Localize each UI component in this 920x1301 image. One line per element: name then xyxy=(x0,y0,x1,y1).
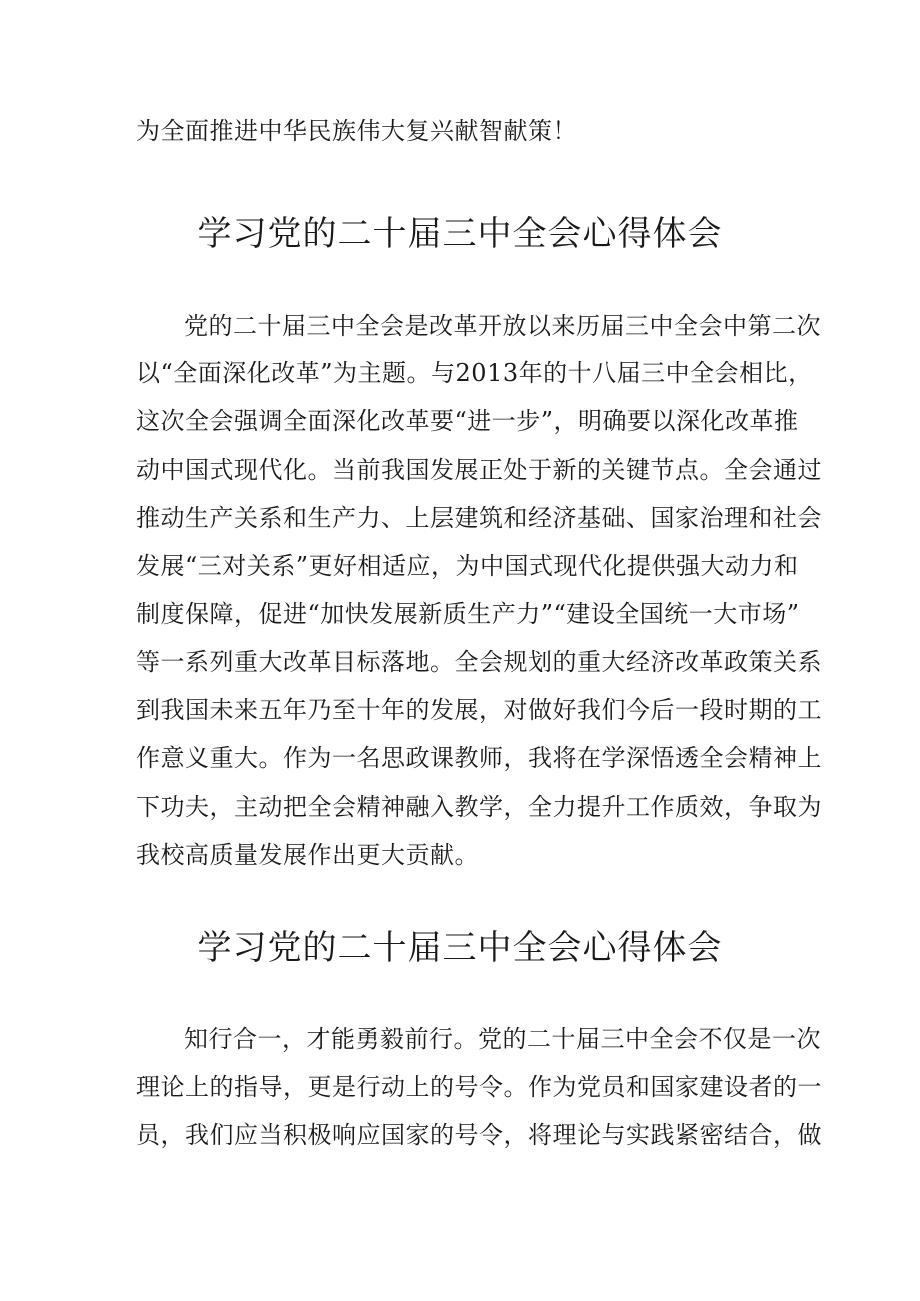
section2-line: 理论上的指导，更是行动上的号令。作为党员和国家建设者的一 xyxy=(136,1073,822,1101)
section1-line: 制度保障，促进“加快发展新质生产力”“建设全国统一大市场” xyxy=(136,600,800,628)
section1-line: 动中国式现代化。当前我国发展正处于新的关键节点。全会通过 xyxy=(136,456,822,484)
section1-line: 推动生产关系和生产力、上层建筑和经济基础、国家治理和社会 xyxy=(136,504,822,532)
section1-line: 作意义重大。作为一名思政课教师，我将在学深悟透全会精神上 xyxy=(136,744,822,772)
section2-line: 知行合一，才能勇毅前行。党的二十届三中全会不仅是一次 xyxy=(184,1025,821,1053)
section1-line: 到我国未来五年乃至十年的发展，对做好我们今后一段时期的工 xyxy=(136,696,822,724)
section1-title: 学习党的二十届三中全会心得体会 xyxy=(197,214,723,254)
continuation-line: 为全面推进中华民族伟大复兴献智献策！ xyxy=(136,117,577,145)
section1-line: 等一系列重大改革目标落地。全会规划的重大经济改革政策关系 xyxy=(136,648,822,676)
section1-line: 发展“三对关系”更好相适应，为中国式现代化提供强大动力和 xyxy=(136,552,799,580)
section2-line: 员，我们应当积极响应国家的号令，将理论与实践紧密结合，做 xyxy=(136,1121,822,1149)
section2-title: 学习党的二十届三中全会心得体会 xyxy=(197,928,723,968)
section1-line: 党的二十届三中全会是改革开放以来历届三中全会中第二次 xyxy=(184,312,821,340)
section1-line: 以“全面深化改革”为主题。与2013年的十八届三中全会相比， xyxy=(136,359,813,387)
section1-line: 这次全会强调全面深化改革要“进一步”，明确要以深化改革推 xyxy=(136,407,799,435)
section1-line: 下功夫，主动把全会精神融入教学，全力提升工作质效，争取为 xyxy=(136,793,822,821)
section1-line: 我校高质量发展作出更大贡献。 xyxy=(136,841,479,869)
